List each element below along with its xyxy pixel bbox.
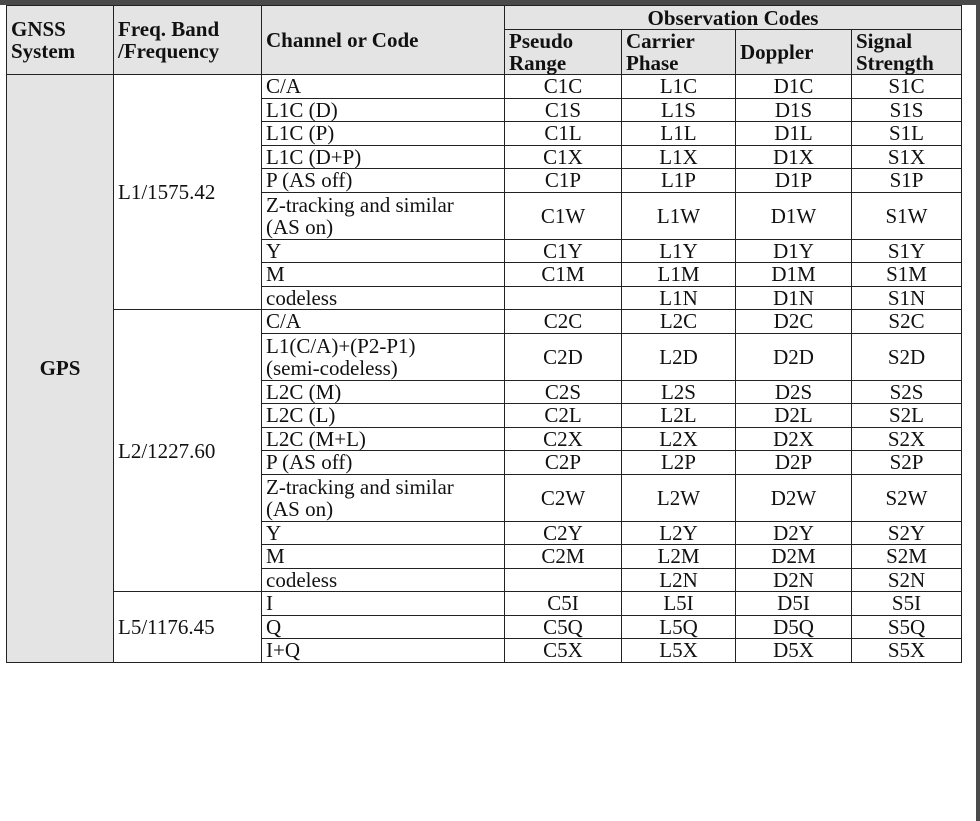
carrier-phase-code-cell: L2L (622, 404, 736, 428)
doppler-code-cell: D2D (736, 333, 852, 380)
signal-strength-code-cell: S2D (852, 333, 962, 380)
pseudo-range-code-cell: C5I (505, 592, 622, 616)
carrier-phase-code-cell: L2P (622, 451, 736, 475)
channel-cell (262, 521, 505, 545)
channel-cell (262, 474, 505, 521)
pseudo-range-code-cell: C2W (505, 474, 622, 521)
carrier-phase-code-cell: L2C (622, 310, 736, 334)
carrier-phase-code-cell: L2S (622, 380, 736, 404)
pseudo-range-code-cell: C1X (505, 145, 622, 169)
signal-strength-code-cell: S2M (852, 545, 962, 569)
header-freq-band: Freq. Band /Frequency (114, 6, 262, 75)
channel-cell (262, 239, 505, 263)
signal-strength-code-cell: S5Q (852, 615, 962, 639)
pseudo-range-code-cell: C1P (505, 169, 622, 193)
header-carrier-phase: Carrier Phase (622, 30, 736, 75)
doppler-code-cell: D2S (736, 380, 852, 404)
channel-text: Z-tracking and similar (266, 474, 454, 499)
signal-strength-code-cell: S1M (852, 263, 962, 287)
carrier-phase-code-cell: L5Q (622, 615, 736, 639)
channel-cell (262, 427, 505, 451)
doppler-code-cell: D2L (736, 404, 852, 428)
channel-cell (262, 404, 505, 428)
carrier-phase-code-cell: L1Y (622, 239, 736, 263)
pseudo-range-code-cell: C1W (505, 192, 622, 239)
doppler-code-cell: D2N (736, 568, 852, 592)
carrier-phase-code-cell: L2W (622, 474, 736, 521)
freq-band-cell: L2/1227.60 (114, 310, 262, 592)
channel-text: M (266, 544, 285, 569)
carrier-phase-code-cell: L1L (622, 122, 736, 146)
signal-strength-code-cell: S1C (852, 75, 962, 99)
signal-strength-code-cell: S2Y (852, 521, 962, 545)
header-doppler: Doppler (736, 30, 852, 75)
doppler-code-cell: D5Q (736, 615, 852, 639)
channel-cell (262, 592, 505, 616)
doppler-code-cell: D5I (736, 592, 852, 616)
pseudo-range-code-cell: C1Y (505, 239, 622, 263)
pseudo-range-code-cell: C2D (505, 333, 622, 380)
channel-cell (262, 333, 505, 380)
pseudo-range-code-cell: C1M (505, 263, 622, 287)
signal-strength-code-cell: S1W (852, 192, 962, 239)
carrier-phase-code-cell: L5X (622, 639, 736, 663)
doppler-code-cell: D1N (736, 286, 852, 310)
channel-text: (AS on) (266, 496, 334, 521)
doppler-code-cell: D1P (736, 169, 852, 193)
pseudo-range-code-cell: C2L (505, 404, 622, 428)
signal-strength-code-cell: S5X (852, 639, 962, 663)
channel-text: (semi-codeless) (266, 355, 398, 380)
carrier-phase-code-cell: L2Y (622, 521, 736, 545)
channel-cell (262, 639, 505, 663)
channel-text: C/A (266, 309, 302, 334)
doppler-code-cell: D1L (736, 122, 852, 146)
channel-text: codeless (266, 567, 338, 592)
channel-text: C/A (266, 74, 302, 99)
pseudo-range-code-cell: C2X (505, 427, 622, 451)
channel-text: Q (266, 614, 282, 639)
channel-cell (262, 75, 505, 99)
channel-cell (262, 615, 505, 639)
channel-cell (262, 122, 505, 146)
channel-cell (262, 451, 505, 475)
carrier-phase-code-cell: L1C (622, 75, 736, 99)
channel-text: L1C (P) (266, 121, 335, 146)
pseudo-range-code-cell (505, 568, 622, 592)
channel-text: P (AS off) (266, 450, 353, 475)
channel-cell (262, 98, 505, 122)
signal-strength-code-cell: S2P (852, 451, 962, 475)
channel-cell (262, 380, 505, 404)
signal-strength-code-cell: S1S (852, 98, 962, 122)
channel-cell (262, 169, 505, 193)
pseudo-range-code-cell: C2M (505, 545, 622, 569)
doppler-code-cell: D2P (736, 451, 852, 475)
pseudo-range-code-cell: C5Q (505, 615, 622, 639)
channel-text: L1C (D+P) (266, 144, 362, 169)
channel-cell (262, 310, 505, 334)
pseudo-range-code-cell: C1S (505, 98, 622, 122)
doppler-code-cell: D2C (736, 310, 852, 334)
doppler-code-cell: D2X (736, 427, 852, 451)
carrier-phase-code-cell: L2N (622, 568, 736, 592)
header-channel: Channel or Code (262, 6, 505, 75)
carrier-phase-code-cell: L5I (622, 592, 736, 616)
doppler-code-cell: D2M (736, 545, 852, 569)
channel-text: Z-tracking and similar (266, 192, 454, 217)
doppler-code-cell: D2W (736, 474, 852, 521)
signal-strength-code-cell: S2N (852, 568, 962, 592)
freq-band-cell: L5/1176.45 (114, 592, 262, 663)
header-observation-codes: Observation Codes (505, 6, 962, 30)
doppler-code-cell: D1Y (736, 239, 852, 263)
pseudo-range-code-cell (505, 286, 622, 310)
channel-text: Y (266, 238, 282, 263)
pseudo-range-code-cell: C1C (505, 75, 622, 99)
doppler-code-cell: D1X (736, 145, 852, 169)
table-row (7, 310, 962, 334)
channel-cell (262, 545, 505, 569)
doppler-code-cell: D1C (736, 75, 852, 99)
table-row (7, 592, 962, 616)
signal-strength-code-cell: S2W (852, 474, 962, 521)
carrier-phase-code-cell: L1M (622, 263, 736, 287)
channel-text: L2C (M+L) (266, 426, 366, 451)
signal-strength-code-cell: S2S (852, 380, 962, 404)
channel-text: L2C (M) (266, 379, 342, 404)
channel-text: P (AS off) (266, 168, 353, 193)
doppler-code-cell: D1S (736, 98, 852, 122)
pseudo-range-code-cell: C2S (505, 380, 622, 404)
channel-text: L2C (L) (266, 403, 336, 428)
channel-cell (262, 145, 505, 169)
channel-text: I+Q (266, 638, 301, 663)
doppler-code-cell: D5X (736, 639, 852, 663)
channel-text: Y (266, 520, 282, 545)
table-header (7, 6, 962, 75)
pseudo-range-code-cell: C2C (505, 310, 622, 334)
carrier-phase-code-cell: L2M (622, 545, 736, 569)
header-gnss-system: GNSS System (7, 6, 114, 75)
carrier-phase-code-cell: L1X (622, 145, 736, 169)
carrier-phase-code-cell: L2X (622, 427, 736, 451)
signal-strength-code-cell: S1Y (852, 239, 962, 263)
header-pseudo-range: Pseudo Range (505, 30, 622, 75)
signal-strength-code-cell: S1P (852, 169, 962, 193)
carrier-phase-code-cell: L1W (622, 192, 736, 239)
signal-strength-code-cell: S1L (852, 122, 962, 146)
channel-text: (AS on) (266, 214, 334, 239)
signal-strength-code-cell: S1N (852, 286, 962, 310)
table-row (7, 75, 962, 99)
freq-band-cell: L1/1575.42 (114, 75, 262, 310)
signal-strength-code-cell: S2L (852, 404, 962, 428)
carrier-phase-code-cell: L2D (622, 333, 736, 380)
pseudo-range-code-cell: C2P (505, 451, 622, 475)
channel-text: M (266, 262, 285, 287)
doppler-code-cell: D1W (736, 192, 852, 239)
carrier-phase-code-cell: L1P (622, 169, 736, 193)
pseudo-range-code-cell: C2Y (505, 521, 622, 545)
channel-cell (262, 192, 505, 239)
channel-cell (262, 286, 505, 310)
doppler-code-cell: D1M (736, 263, 852, 287)
pseudo-range-code-cell: C1L (505, 122, 622, 146)
channel-text: L1(C/A)+(P2-P1) (266, 333, 416, 358)
signal-strength-code-cell: S1X (852, 145, 962, 169)
signal-strength-code-cell: S2C (852, 310, 962, 334)
carrier-phase-code-cell: L1N (622, 286, 736, 310)
channel-text: codeless (266, 285, 338, 310)
table-body (7, 75, 962, 663)
header-signal-strength: Signal Strength (852, 30, 962, 75)
pseudo-range-code-cell: C5X (505, 639, 622, 663)
carrier-phase-code-cell: L1S (622, 98, 736, 122)
channel-text: L1C (D) (266, 97, 338, 122)
channel-cell (262, 263, 505, 287)
observation-codes-table (6, 5, 962, 663)
signal-strength-code-cell: S5I (852, 592, 962, 616)
signal-strength-code-cell: S2X (852, 427, 962, 451)
gnss-system-cell: GPS (7, 75, 114, 663)
window-right-scrollbar[interactable] (976, 0, 980, 821)
channel-text: I (266, 591, 273, 616)
channel-cell (262, 568, 505, 592)
doppler-code-cell: D2Y (736, 521, 852, 545)
